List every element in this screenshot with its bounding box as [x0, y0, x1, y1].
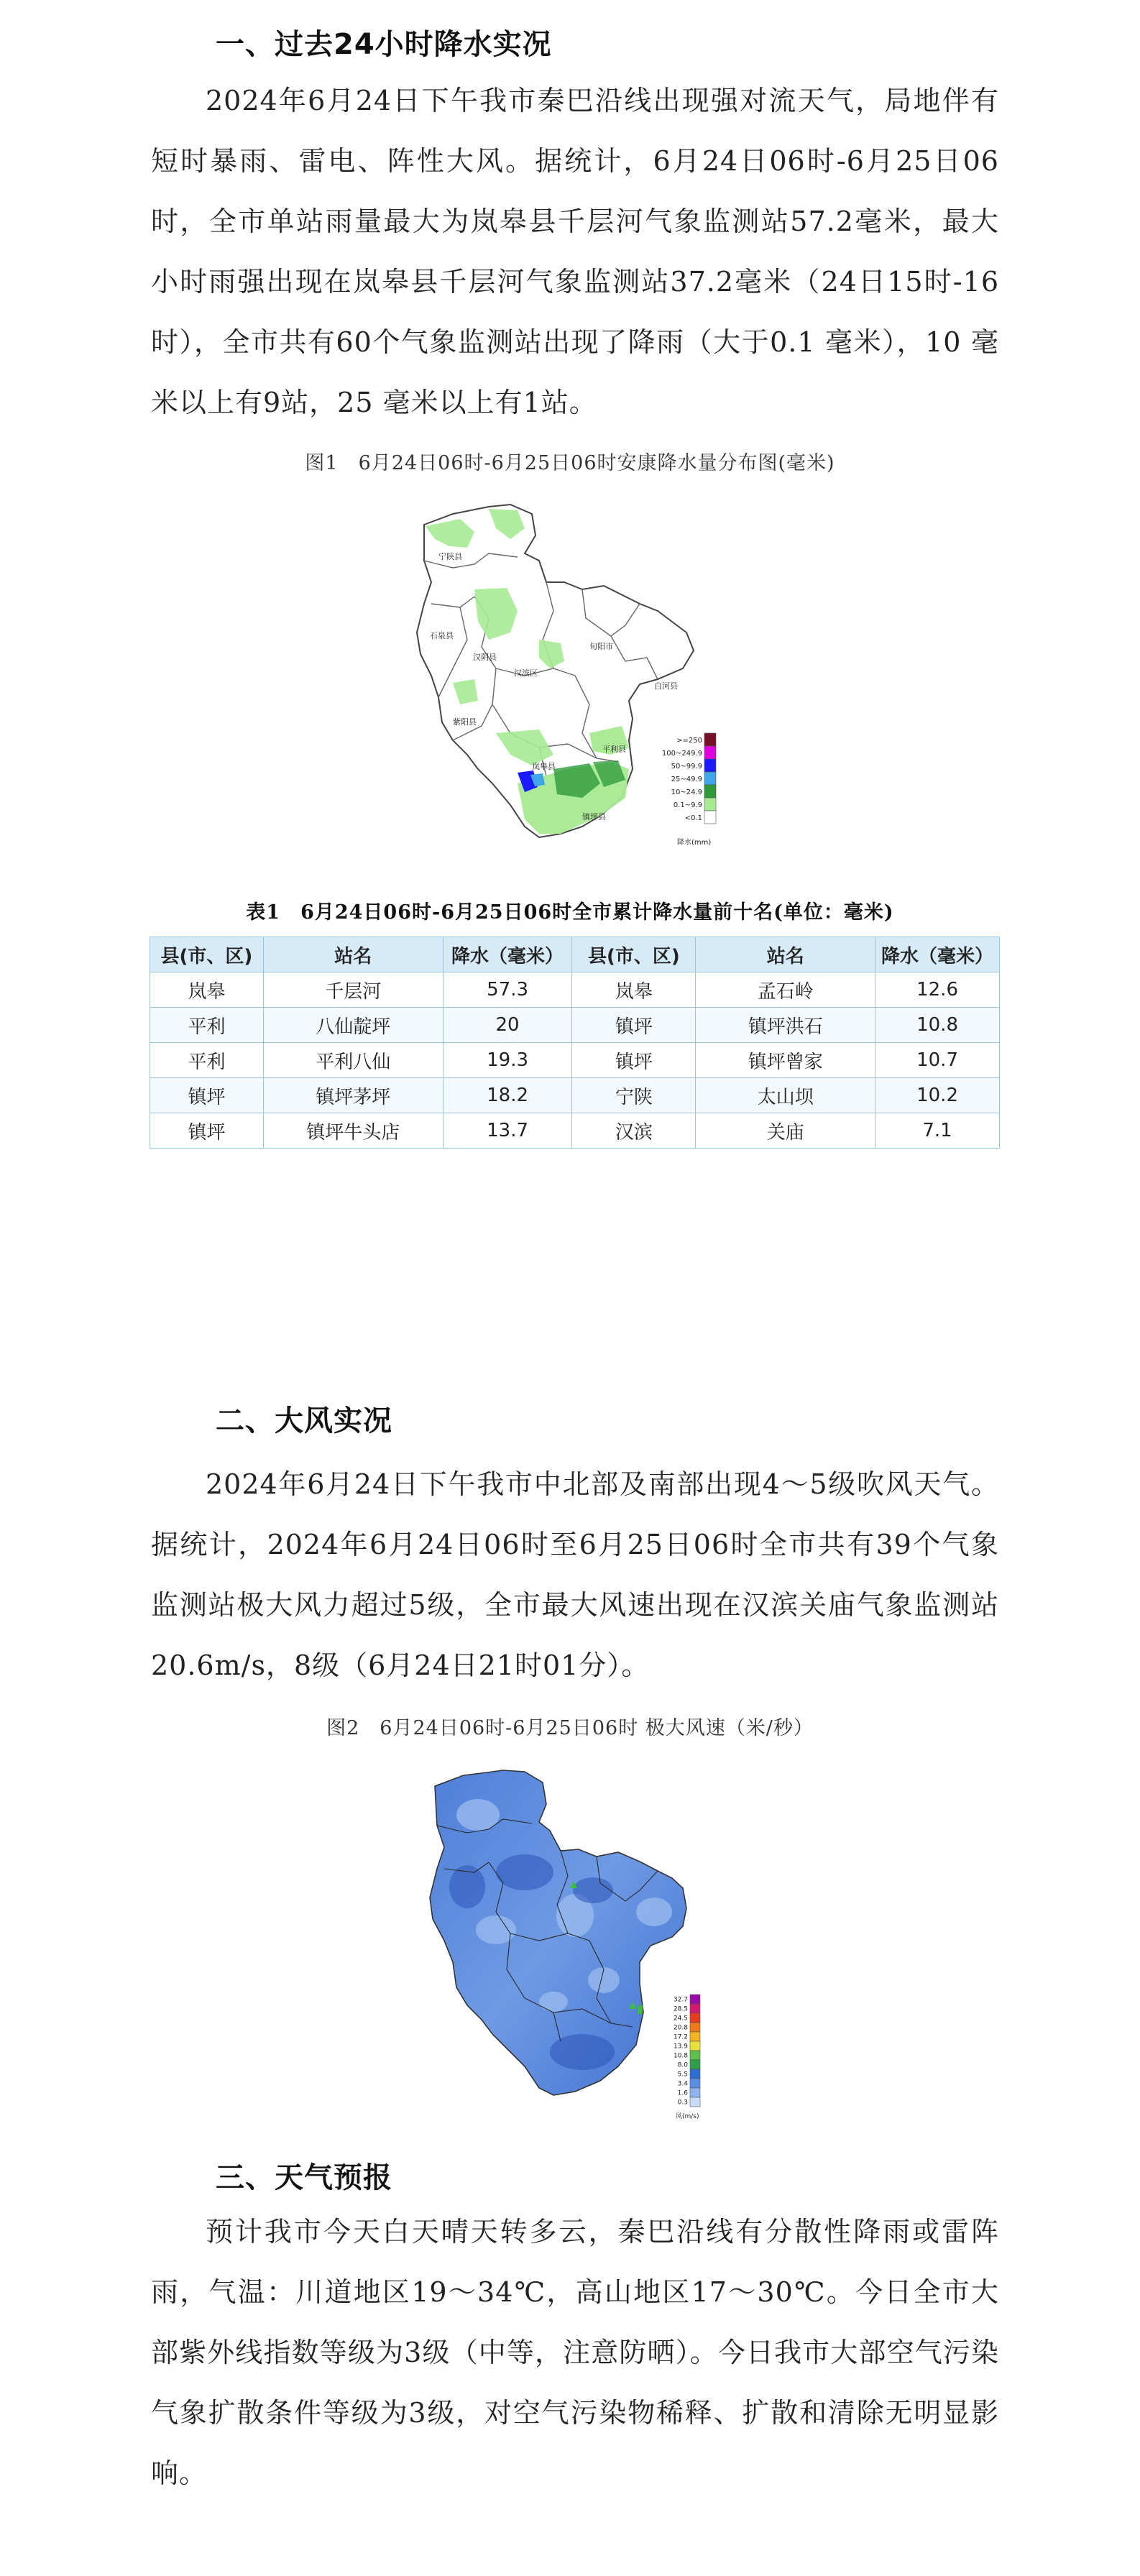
- county-label: 旬阳市: [589, 642, 613, 651]
- legend-swatch: [690, 1995, 700, 2004]
- legend-label: 24.5: [673, 2015, 688, 2023]
- legend-swatch: [704, 746, 716, 759]
- table-cell: 岚皋: [572, 972, 696, 1008]
- table-row: [150, 1043, 1000, 1078]
- legend-swatch: [690, 2079, 700, 2088]
- header-station: 站名: [263, 937, 443, 972]
- header-rainfall: 降水（毫米）: [875, 937, 1000, 972]
- wind-figure-caption: 图2 6月24日06时-6月25日06时 极大风速（米/秒）: [326, 1717, 814, 1739]
- forecast-heading: 三、天气预报: [216, 2161, 392, 2194]
- rain-table-caption: 表1 6月24日06时-6月25日06时全市累计降水量前十名(单位：毫米): [246, 901, 894, 924]
- legend-swatch: [704, 811, 716, 824]
- precipitation-map: [410, 496, 740, 870]
- table-cell: 太山坝: [696, 1078, 875, 1113]
- legend-swatch: [704, 785, 716, 798]
- table-cell: 20: [443, 1008, 572, 1043]
- legend-label: 10~24.9: [671, 788, 702, 796]
- legend-label: 3.4: [677, 2080, 688, 2088]
- table-cell: 八仙靛坪: [263, 1008, 443, 1043]
- county-label: 平利县: [602, 745, 626, 754]
- header-rainfall: 降水（毫米）: [443, 937, 572, 972]
- legend-swatch: [690, 2013, 700, 2023]
- legend-swatch: [690, 2051, 700, 2060]
- table-cell: 镇坪牛头店: [263, 1113, 443, 1149]
- table-cell: 12.6: [875, 972, 1000, 1008]
- legend-swatch: [690, 2004, 700, 2013]
- legend-swatch: [690, 2088, 700, 2097]
- legend-label: 0.1~9.9: [673, 801, 702, 809]
- table-cell: 18.2: [443, 1078, 572, 1113]
- county-label: 镇坪县: [582, 812, 606, 822]
- table-row: [150, 1113, 1000, 1149]
- legend-swatch: [690, 2023, 700, 2032]
- forecast-paragraph: 预计我市今天白天晴天转多云，秦巴沿线有分散性降雨或雷阵雨，气温：川道地区19～34℃，高山地区17～30℃。今日全市大部紫外线指数等级为3级（中等，注意防晒）。今日我市大部空气污染气象扩散条件等级为3级，对空气污染物稀释、扩散和清除无明显影响。: [151, 2216, 999, 2489]
- legend-swatch: [690, 2041, 700, 2051]
- table-cell: 关庙: [696, 1113, 875, 1149]
- table-cell: 10.2: [875, 1078, 1000, 1113]
- table-cell: 岚皋: [150, 972, 264, 1008]
- table-cell: 7.1: [875, 1113, 1000, 1149]
- county-label: 宁陕县: [438, 552, 462, 561]
- header-county: 县(市、区): [150, 937, 264, 972]
- county-label: 石泉县: [430, 631, 454, 640]
- wind-legend: [674, 1995, 700, 2107]
- legend-label: 28.5: [673, 2005, 688, 2013]
- legend-swatch: [690, 2097, 700, 2107]
- legend-label: 1.6: [677, 2089, 688, 2097]
- legend-swatch: [690, 2032, 700, 2041]
- legend-label: 0.3: [677, 2099, 688, 2107]
- legend-label: 8.0: [677, 2061, 688, 2069]
- table-cell: 宁陕: [572, 1078, 696, 1113]
- legend-label: 17.2: [673, 2033, 688, 2041]
- rainfall-ranking-table: [150, 937, 1000, 1149]
- rain-legend: [662, 733, 716, 824]
- wind-legend-unit: 风(m/s): [676, 2113, 699, 2120]
- county-label: 汉滨区: [514, 668, 538, 678]
- wind-speed-map: [424, 1765, 748, 2128]
- wind-paragraph: 2024年6月24日下午我市中北部及南部出现4～5级吹风天气。据统计，2024年6月24日06时至6月25日06时全市共有39个气象监测站极大风力超过5级，全市最大风速出现在汉滨关庙气象监测站20.6m/s，8级（6月24日21时01分）。: [151, 1468, 999, 1681]
- county-label: 汉阴县: [473, 653, 497, 662]
- table-cell: 孟石岭: [696, 972, 875, 1008]
- table-cell: 19.3: [443, 1043, 572, 1078]
- table-row: [150, 1078, 1000, 1113]
- table-cell: 13.7: [443, 1113, 572, 1149]
- county-label: 岚皋县: [532, 762, 556, 771]
- table-cell: 镇坪: [572, 1008, 696, 1043]
- rain-figure-caption: 图1 6月24日06时-6月25日06时安康降水量分布图(毫米): [305, 452, 835, 474]
- table-row: [150, 1008, 1000, 1043]
- table-row: [150, 972, 1000, 1008]
- table-cell: 千层河: [263, 972, 443, 1008]
- table-cell: 镇坪: [150, 1113, 264, 1149]
- rain-heading: 一、过去24小时降水实况: [216, 28, 552, 61]
- table-cell: 57.3: [443, 972, 572, 1008]
- wind-heading: 二、大风实况: [216, 1404, 392, 1438]
- legend-swatch: [704, 733, 716, 746]
- header-station: 站名: [696, 937, 875, 972]
- legend-swatch: [704, 798, 716, 811]
- table-cell: 镇坪洪石: [696, 1008, 875, 1043]
- table-cell: 平利: [150, 1008, 264, 1043]
- legend-label: 100~249.9: [661, 749, 702, 758]
- legend-label: <0.1: [684, 814, 702, 822]
- county-label: 白河县: [654, 681, 678, 691]
- table-cell: 汉滨: [572, 1113, 696, 1149]
- legend-label: 5.5: [677, 2071, 688, 2079]
- table-cell: 镇坪曾家: [696, 1043, 875, 1078]
- table-cell: 10.7: [875, 1043, 1000, 1078]
- legend-label: 50~99.9: [671, 762, 702, 770]
- legend-label: 10.8: [673, 2052, 688, 2060]
- legend-label: >=250: [676, 736, 702, 745]
- header-county: 县(市、区): [572, 937, 696, 972]
- legend-label: 25~49.9: [671, 775, 702, 783]
- table-cell: 10.8: [875, 1008, 1000, 1043]
- legend-swatch: [704, 772, 716, 785]
- rain-legend-unit: 降水(mm): [677, 839, 712, 847]
- table-cell: 平利八仙: [263, 1043, 443, 1078]
- table-cell: 镇坪: [150, 1078, 264, 1113]
- legend-swatch: [690, 2060, 700, 2069]
- table-cell: 镇坪茅坪: [263, 1078, 443, 1113]
- table-header-row: [150, 937, 1000, 972]
- table-cell: 镇坪: [572, 1043, 696, 1078]
- legend-label: 32.7: [673, 1996, 688, 2004]
- county-label: 紫阳县: [453, 717, 477, 727]
- legend-swatch: [690, 2069, 700, 2079]
- rain-paragraph: 2024年6月24日下午我市秦巴沿线出现强对流天气，局地伴有短时暴雨、雷电、阵性大风。据统计，6月24日06时-6月25日06时，全市单站雨量最大为岚皋县千层河气象监测站57.2毫米，最大小时雨强出现在岚皋县千层河气象监测站37.2毫米（24日15时-16时），全市共有60个气象监测站出现了降雨（大于0.1 毫米），10 毫米以上有9站，25 毫米以上有1站。: [151, 85, 999, 418]
- legend-label: 13.9: [673, 2043, 688, 2051]
- table-cell: 平利: [150, 1043, 264, 1078]
- legend-swatch: [704, 759, 716, 772]
- legend-label: 20.8: [673, 2024, 688, 2032]
